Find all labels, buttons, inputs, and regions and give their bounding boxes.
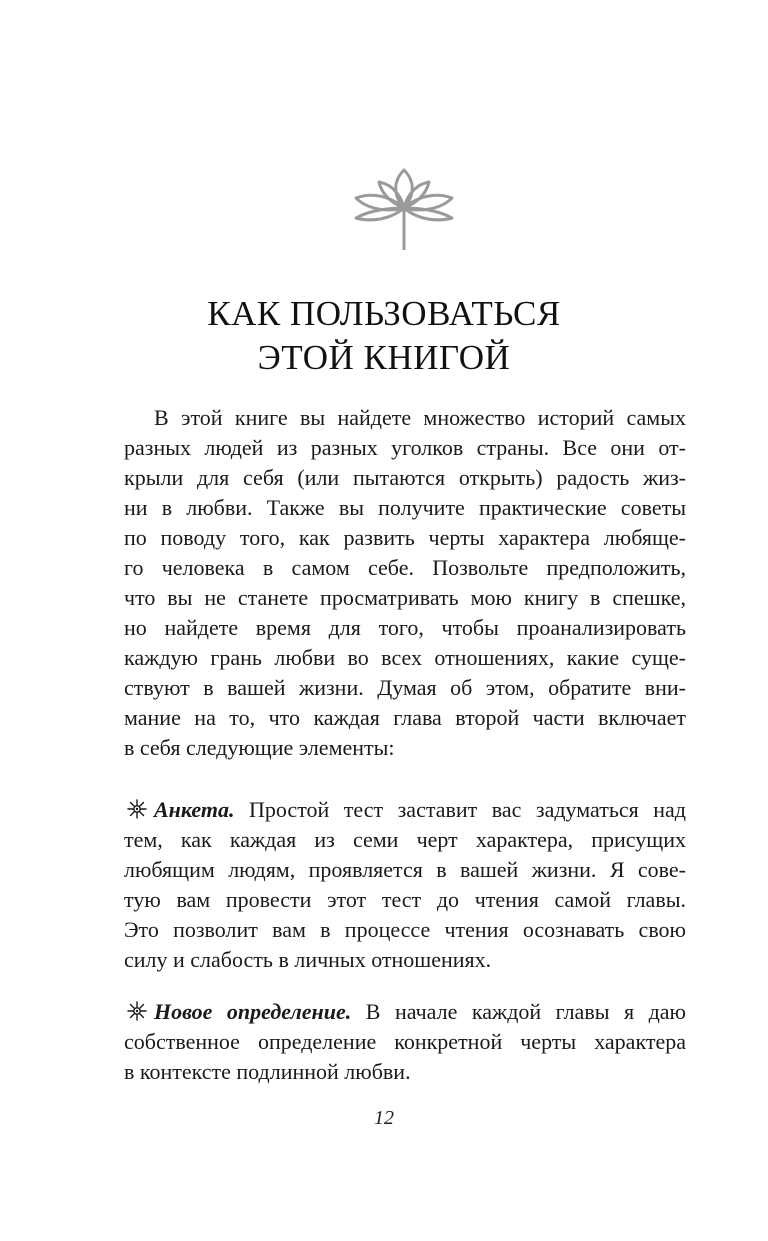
list-item-text: Простой тест заставит вас задуматься над (234, 797, 686, 822)
text-line: Это позволит вам в процессе чтения осознавать свою (124, 917, 686, 942)
text-line: по поводу того, как развить черты характера любяще- (124, 525, 686, 550)
text-line: ни в любви. Также вы получите практические советы (124, 495, 686, 520)
text-line: в контексте подлинной любви. (124, 1059, 411, 1084)
text-line: крыли для себя (или пытаются открыть) радость жиз- (124, 465, 686, 490)
text-line (124, 795, 686, 825)
star-bullet-icon (124, 1001, 150, 1021)
chapter-title-line-1: КАК ПОЛЬЗОВАТЬСЯ (207, 294, 561, 333)
lotus-icon (344, 164, 464, 250)
text-line: каждую грань любви во всех отношениях, какие суще- (124, 645, 686, 670)
list-item-definition (124, 997, 686, 1087)
text-line: в себя следующие элементы: (124, 735, 395, 760)
text-line: го человека в самом себе. Позвольте предположить, (124, 555, 686, 580)
list-item-questionnaire (124, 795, 686, 975)
page-number: 12 (374, 1107, 394, 1129)
text-line: любящим людям, проявляется в вашей жизни. Я сове- (124, 857, 686, 882)
text-line (124, 997, 686, 1027)
chapter-title (0, 292, 768, 380)
text-line: силу и слабость в личных отношениях. (124, 947, 492, 972)
text-line: тем, как каждая из семи черт характера, присущих (124, 827, 686, 852)
text-line: ствуют в вашей жизни. Думая об этом, обратите вни- (124, 675, 686, 700)
text-line: В этой книге вы найдете множество историй самых (154, 405, 686, 430)
list-item-text: В начале каждой главы я даю (351, 999, 686, 1024)
text-line: собственное определение конкретной черты характера (124, 1029, 686, 1054)
list-item-term: Анкета. (154, 797, 235, 822)
list-item-term: Новое определение. (154, 999, 352, 1024)
text-line: разных людей из разных уголков страны. Все они от- (124, 435, 686, 460)
star-bullet-icon (124, 799, 150, 819)
intro-paragraph (124, 403, 686, 763)
text-line: мание на то, что каждая глава второй части включает (124, 705, 686, 730)
text-line: тую вам провести этот тест до чтения самой главы. (124, 887, 686, 912)
chapter-title-line-2: ЭТОЙ КНИГОЙ (257, 338, 511, 377)
text-line: что вы не станете просматривать мою книгу в спешке, (124, 585, 686, 610)
text-line: но найдете время для того, чтобы проанализировать (124, 615, 686, 640)
